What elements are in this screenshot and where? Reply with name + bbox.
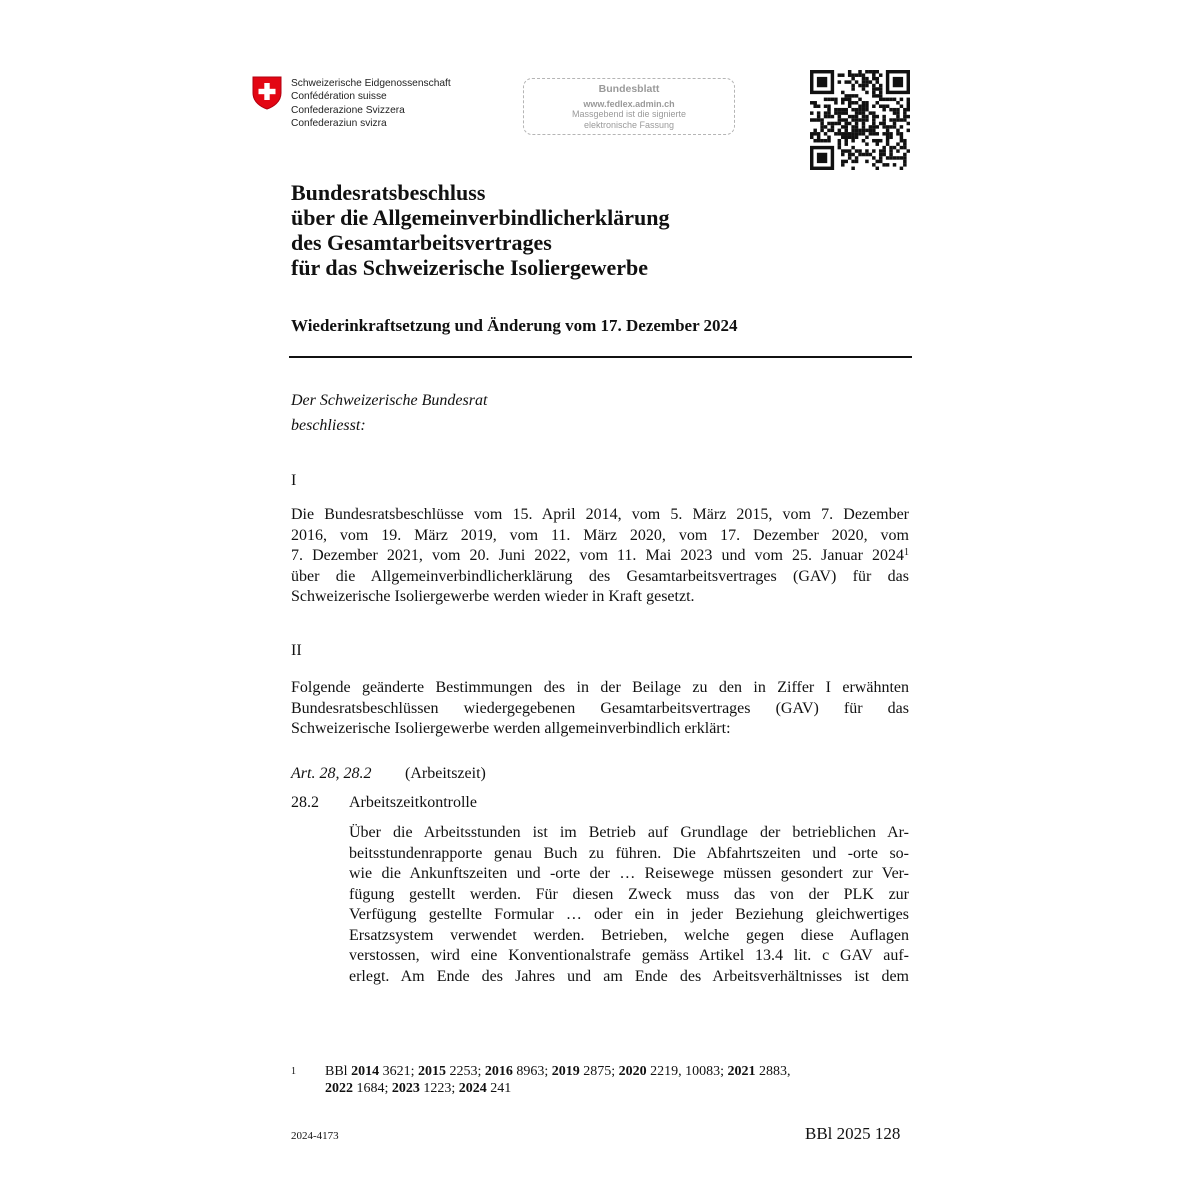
footnote-pages: 2253: [449, 1064, 478, 1079]
footnote-pages: 1223: [423, 1081, 452, 1096]
section-2-line: Bundesratsbeschlüssen wiedergegebenen Gesamtarbeitsvertrages (GAV) für das: [291, 699, 909, 717]
article-line: Ersatzsystem verwendet werden. Betrieben, welche gegen diese Auflagen: [349, 926, 909, 944]
footnote-pages: 2219, 10083: [650, 1064, 721, 1079]
article-reference: Art. 28, 28.2: [291, 765, 372, 782]
section-1-line: 2016, vom 19. März 2019, vom 11. März 2020, vom 17. Dezember 2020, vom: [291, 526, 909, 544]
title-line-3: des Gesamtarbeitsvertrages: [291, 230, 552, 255]
section-numeral-2: II: [291, 642, 302, 659]
document-id: 2024-4173: [291, 1130, 339, 1142]
title-line-1: Bundesratsbeschluss: [291, 180, 486, 205]
section-2-paragraph: [291, 678, 909, 740]
section-1-line-text: 7. Dezember 2021, vom 20. Juni 2022, vom 11. Mai 2023 und vom 25. Januar 2024: [291, 547, 904, 564]
footnote-prefix: BBl: [325, 1064, 348, 1079]
section-2-line: Folgende geänderte Bestimmungen des in der Beilage zu den in Ziffer I erwähnten: [291, 679, 909, 696]
footnote-pages: 241: [490, 1081, 512, 1096]
article-section-number: 28.2: [291, 794, 319, 811]
footnote-line-2: 2022 1684; 2023 1223; 2024 241: [325, 1081, 512, 1096]
footnote-pages: 2883: [759, 1064, 788, 1079]
footnote-year: 2016: [484, 1064, 513, 1079]
title-line-4: für das Schweizerische Isoliergewerbe: [291, 255, 649, 280]
article-topic: (Arbeitszeit): [405, 765, 486, 782]
article-line: Verfügung gestellte Formular … oder ein in jeder Beziehung gleichwertiges: [349, 906, 909, 923]
footnote-pages: 8963: [516, 1064, 545, 1079]
article-line: verstossen, wird eine Konventionalstrafe gemäss Artikel 13.4 lit. c GAV auf-: [349, 947, 909, 964]
swiss-coat-of-arms-icon: [252, 76, 282, 110]
confederation-fr: Confédération suisse: [291, 91, 387, 103]
document-subtitle: Wiederinkraftsetzung und Änderung vom 17. Dezember 2024: [291, 316, 738, 335]
article-line: fügung gestellt werden. Für diesen Zweck muss das von der PLK zur: [349, 885, 909, 903]
document-title: [291, 180, 670, 280]
stamp-url: www.fedlex.admin.ch: [583, 99, 675, 109]
title-line-2: über die Allgemeinverbindlicherklärung: [291, 205, 670, 230]
article-section-title: Arbeitszeitkontrolle: [349, 794, 477, 811]
bbl-reference: BBl 2025 128: [805, 1124, 901, 1143]
footnote-number: 1: [291, 1066, 296, 1077]
section-1-line: Schweizerische Isoliergewerbe werden wieder in Kraft gesetzt.: [291, 588, 695, 605]
footnote-year: 2014: [351, 1064, 380, 1079]
article-line: Über die Arbeitsstunden ist im Betrieb auf Grundlage der betrieblichen Ar-: [349, 824, 909, 841]
article-line: erlegt. Am Ende des Jahres und am Ende des Arbeitsverhältnisses ist dem: [349, 967, 909, 985]
article-heading: [291, 765, 486, 783]
article-line: wie die Ankunftszeiten und -orte der … Reisewege müssen gesondert zur Ver-: [349, 865, 909, 882]
section-1-paragraph: [291, 505, 909, 608]
footnote-year: 2024: [458, 1081, 487, 1096]
stamp-line-2: elektronische Fassung: [583, 120, 675, 130]
qr-code-icon: [810, 70, 910, 170]
footnote-year: 2015: [417, 1064, 446, 1079]
section-1-line: über die Allgemeinverbindlicherklärung des Gesamtarbeitsvertrages (GAV) für das: [291, 567, 909, 585]
stamp-line-1: Massgebend ist die signierte: [571, 109, 687, 119]
footnote-year: 2020: [618, 1064, 647, 1079]
preamble-authority: Der Schweizerische Bundesrat: [291, 392, 488, 409]
footnote-pages: 2875: [583, 1064, 612, 1079]
confederation-names: [291, 77, 451, 131]
footnote-reference[interactable]: 1: [904, 547, 909, 558]
footnote-line-1: BBl 2014 3621; 2015 2253; 2016 8963; 2019 2875; 2020 2219, 10083; 2021 2883,: [325, 1064, 791, 1079]
article-paragraph: [349, 823, 909, 987]
preamble: [291, 388, 487, 438]
footnote-year: 2019: [551, 1064, 580, 1079]
bundesblatt-stamp: [523, 78, 735, 135]
confederation-de: Schweizerische Eidgenossenschaft: [291, 78, 451, 89]
footnote-body: [325, 1063, 885, 1097]
preamble-decides: beschliesst:: [291, 417, 366, 434]
footnote-year: 2023: [391, 1081, 420, 1096]
footnote-year: 2022: [325, 1081, 353, 1096]
confederation-rm: Confederaziun svizra: [291, 118, 387, 130]
footnote-pages: 1684: [356, 1081, 385, 1096]
title-divider: [289, 356, 912, 358]
confederation-it: Confederazione Svizzera: [291, 104, 405, 116]
footnote-pages: 3621: [382, 1064, 411, 1079]
section-1-line: Die Bundesratsbeschlüsse vom 15. April 2014, vom 5. März 2015, vom 7. Dezember: [291, 506, 909, 523]
section-numeral-1: I: [291, 472, 297, 489]
article-line: beitsstundenrapporte genau Buch zu führen. Die Abfahrtszeiten und -orte so-: [349, 844, 909, 862]
section-1-line: [291, 546, 909, 567]
footnote-year: 2021: [727, 1064, 756, 1079]
section-2-line: Schweizerische Isoliergewerbe werden allgemeinverbindlich erklärt:: [291, 720, 731, 737]
stamp-title: Bundesblatt: [598, 83, 660, 95]
article-section-heading: [291, 794, 477, 812]
